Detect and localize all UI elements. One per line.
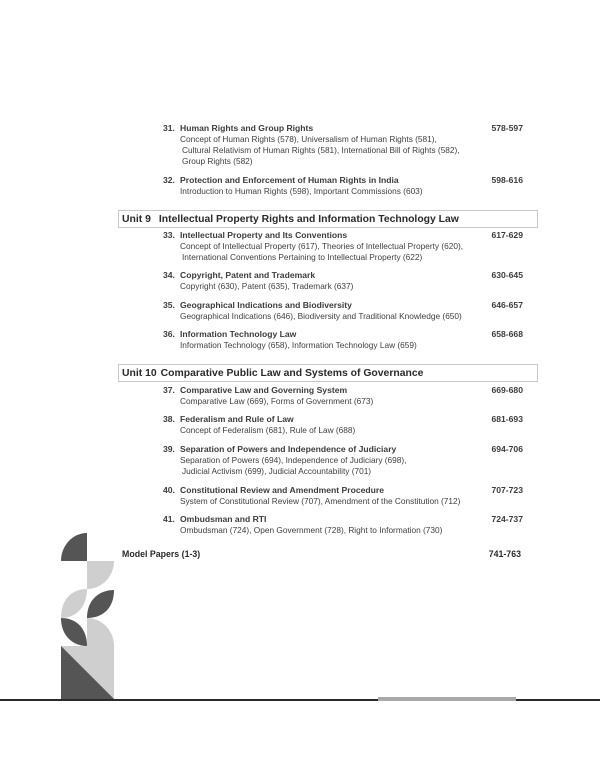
chapter-title: Copyright, Patent and Trademark	[180, 270, 316, 280]
topic-line: Geographical Indications (646), Biodiversity and Traditional Knowledge (650)	[180, 311, 462, 321]
chapter-pages: 617-629	[491, 230, 523, 240]
topic-line: Introduction to Human Rights (598), Important Commissions (603)	[180, 186, 423, 196]
topic-line: Ombudsman (724), Open Government (728), Right to Information (730)	[180, 525, 443, 535]
unit-9-header[interactable]	[118, 210, 538, 228]
chapter-pages: 707-723	[491, 485, 523, 495]
chapter-number: 32.	[163, 175, 175, 185]
chapter-topics	[163, 496, 480, 507]
topic-line: Judicial Activism (699), Judicial Accountability (701)	[182, 466, 372, 476]
unit-label: Unit 9	[122, 213, 151, 225]
chapter-number: 39.	[163, 444, 175, 454]
toc-entry-31[interactable]	[163, 122, 523, 167]
topic-line: Copyright (630), Patent (635), Trademark (637)	[180, 281, 354, 291]
topic-line: System of Constitutional Review (707), Amendment of the Constitution (712)	[180, 496, 461, 506]
chapter-title: Intellectual Property and Its Conventions	[180, 230, 348, 240]
chapter-heading	[163, 122, 523, 134]
chapter-pages: 578-597	[491, 123, 523, 133]
light-quarter-circle-shape	[87, 618, 114, 646]
chapter-title: Constitutional Review and Amendment Procedure	[180, 485, 385, 495]
chapter-topics	[163, 525, 480, 536]
chapter-pages: 694-706	[491, 444, 523, 454]
chapter-heading	[163, 299, 523, 311]
chapter-title: Geographical Indications and Biodiversity	[180, 300, 352, 310]
chapter-number: 34.	[163, 270, 175, 280]
topic-line: International Conventions Pertaining to Intellectual Property (622)	[182, 252, 423, 262]
dark-quarter-circle-shape	[61, 533, 87, 561]
topic-line: Group Rights (582)	[182, 156, 253, 166]
chapter-title: Comparative Law and Governing System	[180, 385, 348, 395]
chapter-number: 37.	[163, 385, 175, 395]
chapter-number: 33.	[163, 230, 175, 240]
chapter-number: 38.	[163, 414, 175, 424]
chapter-pages: 658-668	[491, 329, 523, 339]
chapter-pages: 669-680	[491, 385, 523, 395]
decorative-leaf-graphic	[58, 533, 116, 699]
chapter-heading	[163, 384, 523, 396]
toc-entry-41[interactable]	[163, 513, 523, 536]
dark-leaf-shape	[87, 590, 114, 618]
topic-line: Comparative Law (669), Forms of Government (673)	[180, 396, 374, 406]
unit-title: Comparative Public Law and Systems of Governance	[160, 367, 424, 379]
light-leaf-shape	[61, 589, 87, 618]
chapter-pages: 646-657	[491, 300, 523, 310]
toc-entry-39[interactable]	[163, 443, 523, 477]
chapter-number: 40.	[163, 485, 175, 495]
model-papers-pages: 741-763	[488, 549, 521, 559]
chapter-heading	[163, 484, 523, 496]
chapter-topics	[163, 425, 480, 436]
chapter-title: Ombudsman and RTI	[180, 514, 267, 524]
topic-line: Cultural Relativism of Human Rights (581), International Bill of Rights (582),	[182, 145, 460, 155]
chapter-heading	[163, 513, 523, 525]
toc-entry-32[interactable]	[163, 174, 523, 197]
topic-line: Concept of Intellectual Property (617), Theories of Intellectual Property (620),	[180, 241, 464, 251]
chapter-pages: 630-645	[491, 270, 523, 280]
chapter-topics	[163, 311, 480, 322]
toc-entry-37[interactable]	[163, 384, 523, 407]
chapter-heading	[163, 229, 523, 241]
toc-entry-33[interactable]	[163, 229, 523, 263]
light-quarter-circle-shape	[87, 561, 114, 589]
chapter-title: Federalism and Rule of Law	[180, 414, 294, 424]
toc-entry-35[interactable]	[163, 299, 523, 322]
chapter-topics	[163, 241, 480, 263]
topic-line: Concept of Human Rights (578), Universalism of Human Rights (581),	[180, 134, 437, 144]
unit-label: Unit 10	[122, 367, 157, 379]
chapter-topics	[163, 455, 480, 477]
chapter-topics	[163, 340, 480, 351]
chapter-heading	[163, 443, 523, 455]
unit-10-header[interactable]	[118, 364, 538, 382]
chapter-title: Human Rights and Group Rights	[180, 123, 314, 133]
chapter-number: 31.	[163, 123, 175, 133]
chapter-heading	[163, 174, 523, 186]
topic-line: Information Technology (658), Information Technology Law (659)	[180, 340, 417, 350]
chapter-topics	[163, 186, 480, 197]
chapter-number: 36.	[163, 329, 175, 339]
chapter-title: Information Technology Law	[180, 329, 297, 339]
chapter-topics	[163, 281, 480, 292]
toc-entry-38[interactable]	[163, 413, 523, 436]
chapter-title: Separation of Powers and Independence of Judiciary	[180, 444, 397, 454]
dark-leaf-shape	[61, 618, 87, 646]
chapter-title: Protection and Enforcement of Human Rights in India	[180, 175, 399, 185]
chapter-pages: 598-616	[491, 175, 523, 185]
toc-entry-34[interactable]	[163, 269, 523, 292]
unit-title: Intellectual Property Rights and Information Technology Law	[158, 213, 459, 225]
chapter-heading	[163, 328, 523, 340]
chapter-heading	[163, 269, 523, 281]
chapter-pages: 724-737	[491, 514, 523, 524]
topic-line: Concept of Federalism (681), Rule of Law (688)	[180, 425, 356, 435]
chapter-topics	[163, 134, 480, 167]
chapter-topics	[163, 396, 480, 407]
toc-entry-model-papers[interactable]	[122, 549, 521, 559]
model-papers-label: Model Papers (1-3)	[122, 549, 201, 559]
chapter-pages: 681-693	[491, 414, 523, 424]
chapter-number: 35.	[163, 300, 175, 310]
toc-entry-36[interactable]	[163, 328, 523, 351]
footer-accent-bar	[378, 697, 516, 701]
chapter-heading	[163, 413, 523, 425]
topic-line: Separation of Powers (694), Independence of Judiciary (698),	[180, 455, 407, 465]
chapter-number: 41.	[163, 514, 175, 524]
toc-entry-40[interactable]	[163, 484, 523, 507]
